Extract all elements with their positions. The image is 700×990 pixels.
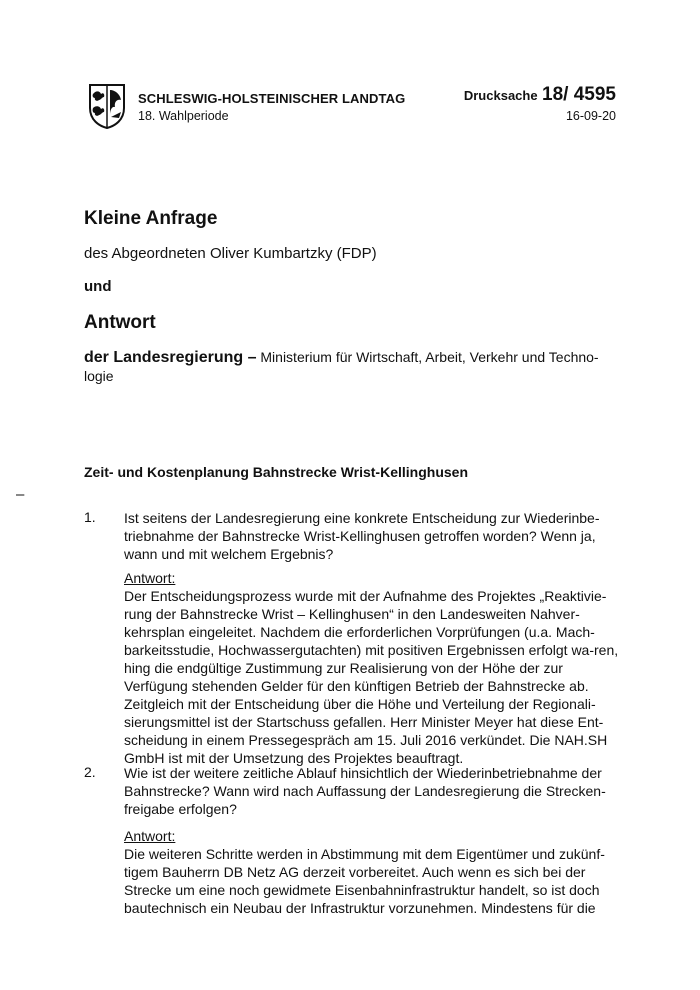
- document-number-prefix: 18/: [542, 84, 569, 105]
- author-line: des Abgeordneten Oliver Kumbartzky (FDP): [84, 245, 377, 262]
- coat-of-arms-icon: [87, 82, 127, 130]
- question-text: Ist seitens der Landesregierung eine konkrete Entscheidung zur Wiederinbe-triebnahme der Bahnstrecke Wrist-Kellinghusen getroffen worden? Wenn ja, wann und mit welchem Ergebnis?: [124, 510, 600, 562]
- question-number: 1.: [84, 509, 96, 525]
- ministry-name: Ministerium für Wirtschaft, Arbeit, Verkehr und Techno-logie: [84, 349, 599, 384]
- document-label: Drucksache: [463, 88, 538, 103]
- answer-text: Die weiteren Schritte werden in Abstimmung mit dem Eigentümer und zukünf-tigem Bauherrn DB Netz AG derzeit vorbereitet. Auch wenn es sich bei der Strecke um eine noch gewidmete Eisenbahninfrastruktur handelt, so ist doch bautechnisch ein Neubau der Infrastruktur vorzunehmen. Mindestens für die: [124, 846, 605, 916]
- document-date: 16-09-20: [565, 109, 616, 123]
- answer-text: Der Entscheidungsprozess wurde mit der Aufnahme des Projektes „Reaktivie-rung der Bahnstrecke Wrist – Kellinghusen“ in den Landesweiten Nahver-kehrsplan eingeleitet. Nachdem die erforderlichen Vorprüfungen (u.a. Mach-barkeitsstudie, Hochwassergutachten) mit positiven Ergebnissen erfolgt wa-ren, hing die endgültige Zustimmung zur Realisierung von der Höhe der zur Verfügung stehenden Gelder für den künftigen Betrieb der Bahnstrecke ab. Zeitgleich mit der Entscheidung über die Höhe und Verteilung der Regionali-sierungsmittel ist der Startschuss gefallen. Herr Minister Meyer hat diese Ent-scheidung in einem Pressegespräch am 15. Juli 2016 verkündet. Die NAH.SH GmbH ist mit der Umsetzung des Projektes beauftragt.: [124, 588, 619, 766]
- heading-kleine-anfrage: Kleine Anfrage: [84, 208, 218, 229]
- government-bold: der Landesregierung –: [84, 349, 257, 366]
- document-number-value: 4595: [568, 84, 616, 105]
- government-line: [84, 348, 624, 385]
- answer-label: Antwort:: [124, 570, 176, 586]
- heading-antwort: Antwort: [84, 312, 156, 333]
- parliament-name: SCHLESWIG-HOLSTEINISCHER LANDTAG: [138, 91, 406, 106]
- legislative-period: 18. Wahlperiode: [138, 109, 229, 123]
- question-text: Wie ist der weitere zeitliche Ablauf hinsichtlich der Wiederinbetriebnahme der Bahnstrecke? Wann wird nach Auffassung der Landesregierung die Strecken-freigabe erfolgen?: [124, 765, 606, 817]
- margin-dash: –: [16, 486, 25, 503]
- question-number: 2.: [84, 764, 96, 780]
- document-number: [464, 84, 616, 106]
- und-label: und: [84, 278, 112, 295]
- answer-label: Antwort:: [124, 828, 176, 844]
- subject-title: Zeit- und Kostenplanung Bahnstrecke Wrist-Kellinghusen: [84, 464, 468, 480]
